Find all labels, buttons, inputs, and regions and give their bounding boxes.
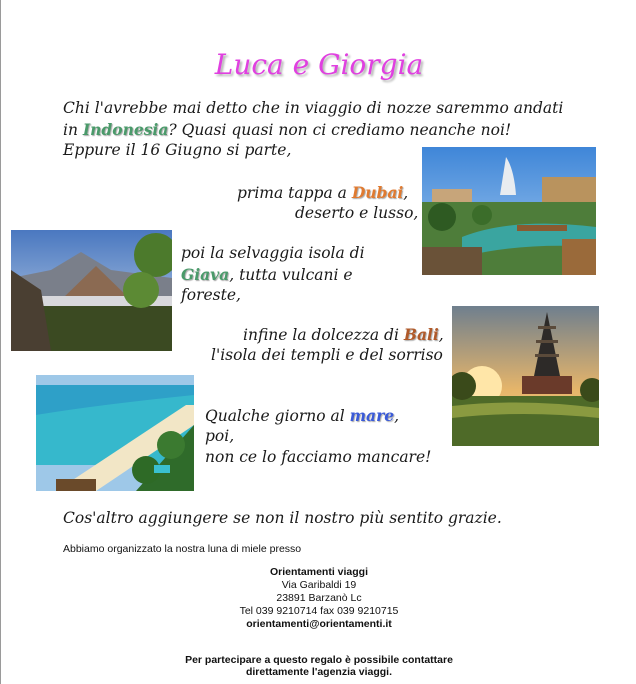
agency-phone: Tel 039 9210714 fax 039 9210715	[239, 605, 399, 617]
giava-photo	[11, 230, 172, 351]
indonesia-highlight: Indonesia	[82, 120, 169, 139]
bali-photo	[452, 306, 599, 446]
page-title: Luca e Giorgia	[214, 48, 424, 81]
bali-line-1: infine la dolcezza di Bali,	[243, 325, 444, 344]
agency-intro: Abbiamo organizzato la nostra luna di miele presso	[63, 543, 302, 555]
giava-line-1: poi la selvaggia isola di	[181, 244, 365, 262]
agency-city: 23891 Barzanò Lc	[276, 592, 362, 604]
mare-line-2: poi,	[205, 427, 235, 445]
mare-highlight: mare	[349, 406, 395, 425]
dubai-line-2: deserto e lusso,	[295, 204, 419, 222]
agency-street: Via Garibaldi 19	[281, 579, 357, 591]
giava-line-2: Giava, tutta vulcani e	[181, 265, 353, 284]
dubai-photo	[422, 147, 596, 275]
intro-line-1: Chi l'avrebbe mai detto che in viaggio di nozze saremmo andati	[63, 99, 564, 117]
agency-name: Orientamenti viaggi	[269, 566, 369, 578]
mare-line-3: non ce lo facciamo mancare!	[205, 448, 432, 466]
giava-highlight: Giava	[181, 265, 230, 284]
bali-line-2: l'isola dei templi e del sorriso	[211, 346, 443, 364]
closing-line: Cos'altro aggiungere se non il nostro più sentito grazie.	[63, 509, 502, 527]
mare-line-1: Qualche giorno al mare,	[205, 406, 400, 425]
footer-line-2: direttamente l'agenzia viaggi.	[245, 666, 393, 678]
bali-highlight: Bali	[403, 325, 439, 344]
footer-line-1: Per partecipare a questo regalo è possibile contattare	[185, 654, 453, 666]
giava-line-3: foreste,	[181, 286, 241, 304]
beach-photo	[36, 375, 194, 491]
intro-line-2: in Indonesia? Quasi quasi non ci crediamo neanche noi!	[63, 120, 512, 139]
intro-line-3: Eppure il 16 Giugno si parte,	[63, 141, 292, 159]
dubai-line-1: prima tappa a Dubai,	[237, 183, 409, 202]
agency-email: orientamenti@orientamenti.it	[246, 618, 392, 630]
dubai-highlight: Dubai	[351, 183, 404, 202]
